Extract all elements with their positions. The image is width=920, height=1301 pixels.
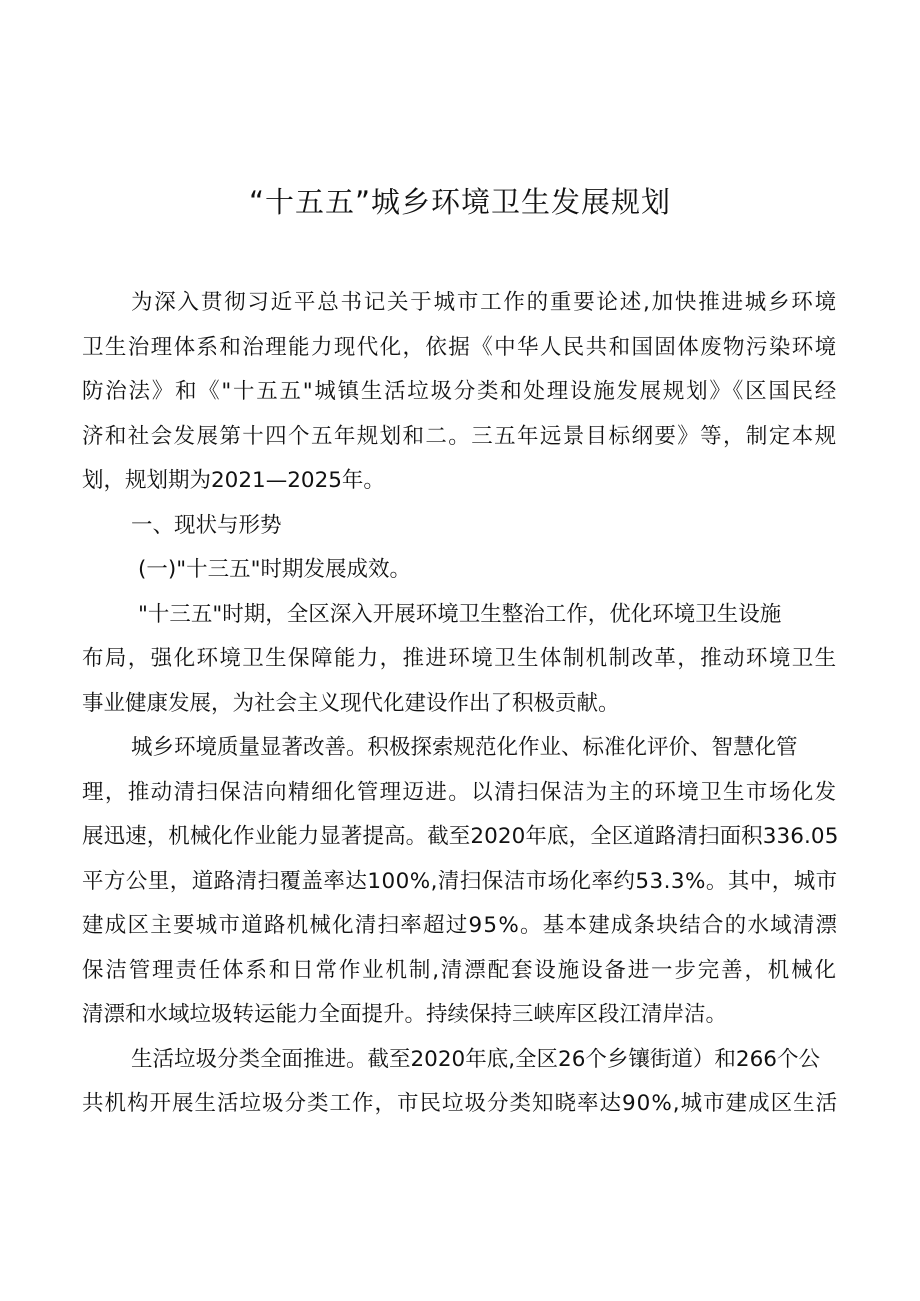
- paragraph-line: 事业健康发展，为社会主义现代化建设作出了积极贡献。: [82, 691, 620, 716]
- paragraph-line: 生活垃圾分类全面推进。截至2020年底,全区26个乡镶街道）和266个公: [131, 1047, 820, 1072]
- paragraph-line: 卫生治理体系和治理能力现代化，依据《中华人民共和国固体废物污染环境: [82, 335, 838, 360]
- paragraph-line: 展迅速，机械化作业能力显著提高。截至2020年底，全区道路清扫面积336.05: [82, 824, 839, 849]
- paragraph-line: 布局，强化环境卫生保障能力，推进环境卫生体制机制改革，推动环境卫生: [82, 646, 838, 671]
- paragraph-line: 防治法》和《"十五五"城镇生活垃圾分类和处理设施发展规划》《区国民经: [82, 379, 839, 404]
- paragraph-line: "十三五"时期，全区深入开展环境卫生整治工作，优化环境卫生设施: [138, 602, 782, 627]
- subsection-heading: (一)"十三五"时期发展成效。: [138, 557, 412, 582]
- paragraph-line: 共机构开展生活垃圾分类工作，市民垃圾分类知晓率达90%,城市建成区生活: [82, 1091, 839, 1116]
- paragraph-line: 济和社会发展第十四个五年规划和二。三五年远景目标纲要》等，制定本规: [82, 424, 838, 449]
- document-title: “十五五”城乡环境卫生发展规划: [248, 185, 672, 219]
- section-heading: 一、现状与形势: [131, 513, 282, 538]
- paragraph-line: 平方公里，道路清扫覆盖率达100%,清扫保洁市场化率约53.3%。其中，城市: [82, 869, 838, 894]
- paragraph-line: 保洁管理责任体系和日常作业机制,清漂配套设施设备进一步完善，机械化: [82, 958, 838, 983]
- paragraph-line: 为深入贯彻习近平总书记关于城市工作的重要论述,加快推进城乡环境: [131, 290, 838, 315]
- paragraph-line: 划，规划期为2021—2025年。: [82, 468, 385, 493]
- paragraph-line: 建成区主要城市道路机械化清扫率超过95%。基本建成条块结合的水域清漂: [82, 913, 839, 938]
- paragraph-line: 理，推动清扫保洁向精细化管理迈进。以清扫保洁为主的环境卫生市场化发: [82, 780, 838, 805]
- paragraph-line: 城乡环境质量显著改善。积极探索规范化作业、标准化评价、智慧化管: [131, 735, 798, 760]
- paragraph-line: 清漂和水域垃圾转运能力全面提升。持续保持三峡库区段江清岸洁。: [82, 1002, 728, 1027]
